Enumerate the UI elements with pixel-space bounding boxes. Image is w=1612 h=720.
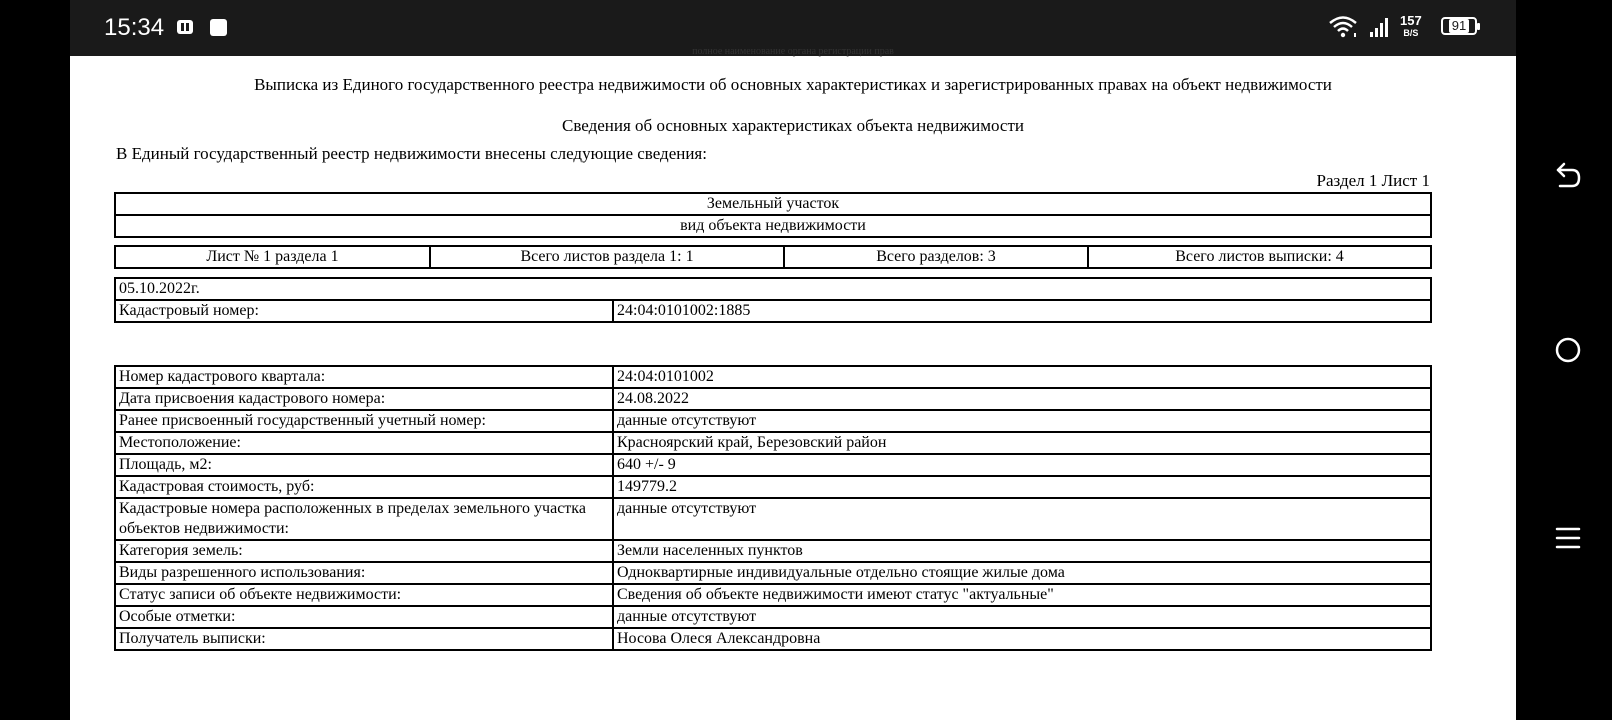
battery-icon bbox=[1441, 17, 1477, 35]
row-value: 24:04:0101002 bbox=[613, 366, 1431, 388]
row-value: 149779.2 bbox=[613, 476, 1431, 498]
row-label: Местоположение: bbox=[115, 432, 613, 454]
intro-text: В Единый государственный реестр недвижимости внесены следующие сведения: bbox=[116, 144, 707, 163]
object-type-table bbox=[114, 192, 1432, 238]
row-value: 640 +/- 9 bbox=[613, 454, 1431, 476]
row-value: 24.08.2022 bbox=[613, 388, 1431, 410]
notification-icon bbox=[176, 18, 194, 36]
section-sheets-total: Всего листов раздела 1: 1 bbox=[430, 246, 784, 268]
row-label: Получатель выписки: bbox=[115, 628, 613, 650]
row-value: данные отсутствуют bbox=[613, 498, 1431, 540]
navigation-bar bbox=[1516, 0, 1612, 720]
table-row bbox=[115, 606, 1431, 628]
sheet-number: Лист № 1 раздела 1 bbox=[115, 246, 430, 268]
sheet-info-table bbox=[114, 245, 1432, 269]
battery-level: 91 bbox=[1449, 19, 1469, 33]
back-icon[interactable] bbox=[1554, 160, 1582, 192]
row-value: Красноярский край, Березовский район bbox=[613, 432, 1431, 454]
table-row bbox=[115, 410, 1431, 432]
row-label: Кадастровая стоимость, руб: bbox=[115, 476, 613, 498]
home-icon[interactable] bbox=[1554, 336, 1582, 364]
row-value: Сведения об объекте недвижимости имеют статус "актуальные" bbox=[613, 584, 1431, 606]
table-row bbox=[115, 454, 1431, 476]
table-row bbox=[115, 584, 1431, 606]
row-label: Особые отметки: bbox=[115, 606, 613, 628]
menu-icon[interactable] bbox=[1554, 524, 1582, 552]
row-label: Категория земель: bbox=[115, 540, 613, 562]
table-row bbox=[115, 476, 1431, 498]
table-row bbox=[115, 366, 1431, 388]
characteristics-table bbox=[114, 365, 1432, 651]
cadastral-value: 24:04:0101002:1885 bbox=[613, 300, 1431, 322]
row-value: Земли населенных пунктов bbox=[613, 540, 1431, 562]
table-row bbox=[115, 540, 1431, 562]
object-name: Земельный участок bbox=[115, 193, 1431, 215]
row-label: Номер кадастрового квартала: bbox=[115, 366, 613, 388]
object-type-caption: вид объекта недвижимости bbox=[115, 215, 1431, 237]
clock: 15:34 bbox=[104, 14, 165, 41]
row-value: данные отсутствуют bbox=[613, 606, 1431, 628]
row-value: Одноквартирные индивидуальные отдельно стоящие жилые дома bbox=[613, 562, 1431, 584]
table-row bbox=[115, 562, 1431, 584]
table-row bbox=[115, 498, 1431, 540]
table-row bbox=[115, 388, 1431, 410]
row-label: Дата присвоения кадастрового номера: bbox=[115, 388, 613, 410]
extract-sheets-total: Всего листов выписки: 4 bbox=[1088, 246, 1431, 268]
document-title: Выписка из Единого государственного реестра недвижимости об основных характеристиках и зарегистрированных правах на объект недвижимости bbox=[254, 75, 1332, 94]
table-row bbox=[115, 628, 1431, 650]
row-label: Виды разрешенного использования: bbox=[115, 562, 613, 584]
row-value: данные отсутствуют bbox=[613, 410, 1431, 432]
signal-icon bbox=[1369, 16, 1391, 38]
cadastral-label: Кадастровый номер: bbox=[115, 300, 613, 322]
wifi-icon bbox=[1328, 14, 1358, 40]
row-label: Площадь, м2: bbox=[115, 454, 613, 476]
section-title: Сведения об основных характеристиках объекта недвижимости bbox=[562, 116, 1024, 135]
sheet-reference: Раздел 1 Лист 1 bbox=[1316, 171, 1430, 190]
org-header: полное наименование органа регистрации прав bbox=[692, 46, 894, 57]
row-label: Ранее присвоенный государственный учетный номер: bbox=[115, 410, 613, 432]
table-row bbox=[115, 432, 1431, 454]
row-value: Носова Олеся Александровна bbox=[613, 628, 1431, 650]
row-label: Статус записи об объекте недвижимости: bbox=[115, 584, 613, 606]
app-notification-icon bbox=[210, 19, 227, 36]
sections-total: Всего разделов: 3 bbox=[784, 246, 1088, 268]
row-label: Кадастровые номера расположенных в пределах земельного участка объектов недвижимости: bbox=[115, 498, 613, 540]
extract-date: 05.10.2022г. bbox=[115, 278, 1431, 300]
network-speed: 157 B/S bbox=[1400, 13, 1422, 38]
cadastral-table bbox=[114, 277, 1432, 323]
document-page bbox=[70, 46, 1516, 720]
